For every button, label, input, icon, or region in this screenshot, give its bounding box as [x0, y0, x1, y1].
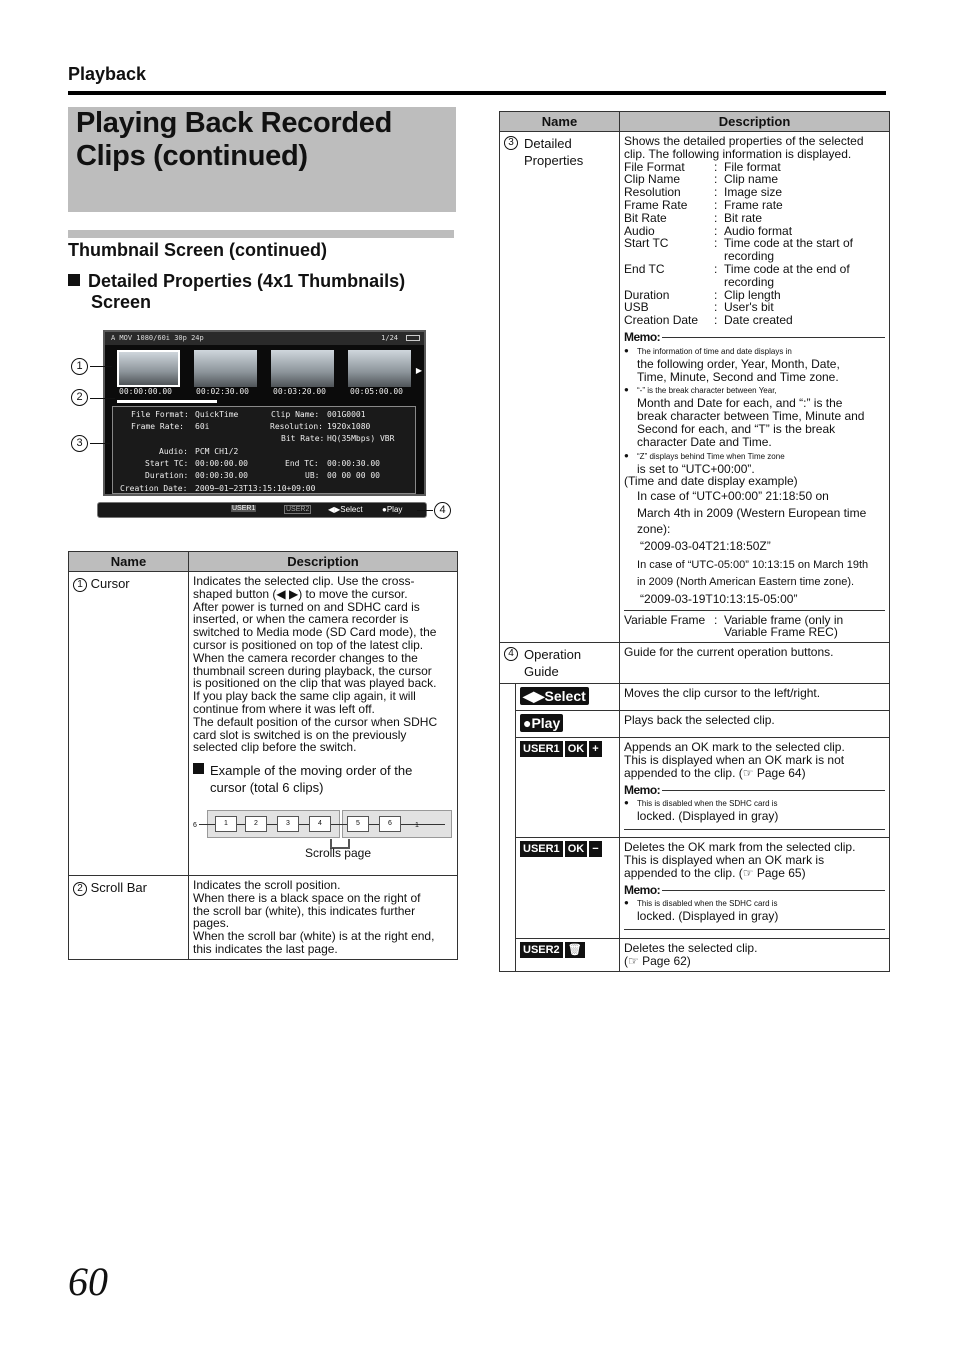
- example-value: “2009-03-04T21:18:50Z”: [640, 538, 771, 553]
- desc-line: switched to Media mode (SD Card mode), the: [193, 625, 437, 640]
- desc-line: the scroll bar (white), this indicates further: [193, 903, 416, 918]
- clip-box: 1: [215, 816, 237, 832]
- property-row: [624, 276, 885, 289]
- kv-value: User's bit: [724, 300, 774, 315]
- desc-line: thumbnail screen during playback, the cursor: [193, 663, 432, 678]
- delete-clip-desc: [620, 939, 890, 972]
- row-desc-detailed: [620, 132, 890, 643]
- clip-box: 5: [347, 816, 369, 832]
- memo-end-rule: [624, 929, 885, 930]
- desc-line: selected clip before the switch.: [193, 740, 357, 755]
- play-button-icon: ●Play: [520, 714, 563, 732]
- desc-line: cursor is positioned on top of the latest clip.: [193, 637, 424, 652]
- property-row: [624, 199, 885, 212]
- example-1: [624, 488, 885, 538]
- desc-line: When there is a black space on the right of: [193, 890, 421, 905]
- detail-heading: [68, 271, 405, 313]
- number-badge: 2: [73, 882, 87, 896]
- prop-label: Creation Date:: [120, 484, 188, 493]
- kv-key: Start TC: [624, 236, 669, 251]
- bullet-line: locked. (Displayed in gray): [637, 809, 779, 824]
- memo-label: [624, 331, 885, 344]
- user1-icon: USER1: [520, 741, 563, 757]
- clip-box: 4: [309, 816, 331, 832]
- kv-sep: :: [714, 185, 718, 200]
- desc-line: appended to the clip. (☞ Page 64): [624, 765, 806, 780]
- spacer-cell: [500, 684, 516, 711]
- desc-line: Deletes the selected clip.: [624, 941, 758, 956]
- prop-label: Duration:: [145, 471, 189, 480]
- bullet-line: locked. (Displayed in gray): [637, 909, 779, 924]
- kv-key: Audio: [624, 223, 655, 238]
- kv-sep: :: [714, 197, 718, 212]
- prop-label: Clip Name:: [271, 410, 320, 419]
- ok-icon: OK: [565, 741, 588, 757]
- desc-line: This is displayed when an OK mark is: [624, 853, 825, 868]
- spacer-cell: [500, 711, 516, 738]
- prop-value: 00:00:30.00: [195, 471, 248, 480]
- prop-label: Resolution:: [270, 422, 323, 431]
- clip-box: 6: [379, 816, 401, 832]
- row-name: Cursor: [90, 576, 130, 591]
- row-name-guide: [500, 643, 620, 684]
- desc-line: inserted, or when the camera recorder is: [193, 612, 409, 627]
- callout-line: [90, 398, 115, 399]
- desc-line: Indicates the scroll position.: [193, 878, 341, 892]
- prop-value: 60i: [195, 422, 210, 431]
- subheading-bar: [68, 230, 454, 238]
- desc-line: this indicates the last page.: [193, 941, 338, 956]
- bullet-icon: ●: [624, 385, 629, 395]
- select-desc: Moves the clip cursor to the left/right.: [620, 684, 890, 711]
- page-title: [68, 107, 456, 212]
- delete-clip-button-cell: [516, 939, 620, 972]
- bullet-line: character Date and Time.: [637, 434, 772, 449]
- kv-value: Bit rate: [724, 210, 763, 225]
- bullet-line: Second for each, and “T” is the break: [637, 421, 836, 436]
- callout-line: [90, 366, 112, 367]
- kv-sep: :: [714, 159, 718, 174]
- thumbnail-2: [194, 350, 257, 387]
- lcd-screen: [103, 330, 426, 496]
- memo-label: [624, 884, 885, 897]
- example-line: In case of “UTC-05:00” 10:13:15 on March 19th: [637, 558, 869, 571]
- order-num: 1: [415, 822, 419, 830]
- kv-key: [624, 276, 714, 289]
- desc-line: continue from where it was left off.: [193, 701, 375, 716]
- kv-key: Resolution: [624, 185, 681, 200]
- kv-value: Date created: [724, 313, 793, 328]
- kv-value: Variable frame (only in: [724, 612, 844, 627]
- subheading: Thumbnail Screen (continued): [68, 240, 328, 260]
- prop-label: Bit Rate:: [281, 434, 325, 443]
- row-name: Properties: [524, 153, 584, 168]
- kv-value: File format: [724, 159, 781, 174]
- del-ok-button-cell: [516, 838, 620, 939]
- callout-3: 3: [71, 435, 88, 452]
- prop-value: 00:00:30.00: [327, 459, 380, 468]
- kv-sep: :: [714, 223, 718, 238]
- minus-icon: −: [589, 841, 601, 857]
- row-name-cursor: [69, 572, 189, 876]
- kv-value: Clip length: [724, 287, 781, 302]
- right-table: [499, 111, 890, 972]
- bullet-line: break character between Time, Minute and: [637, 409, 865, 424]
- example-line: March 4th in 2009 (Western European time: [637, 505, 867, 520]
- kv-key: Duration: [624, 287, 670, 302]
- prop-label: End TC:: [285, 459, 319, 468]
- thumb-timecode: 00:03:20.00: [273, 387, 326, 396]
- kv-key: Bit Rate: [624, 210, 667, 225]
- memo-bullet: [624, 383, 885, 448]
- prop-value: HQ(35Mbps) VBR: [327, 434, 395, 443]
- desc-line: If you play back the same clip again, it will: [193, 689, 416, 704]
- spacer-cell: [500, 738, 516, 838]
- desc-line: (☞ Page 62): [624, 954, 691, 969]
- kv-value: Clip name: [724, 172, 779, 187]
- bullet-icon: ●: [624, 898, 629, 908]
- bullet-line: This is disabled when the SDHC card is: [637, 899, 778, 909]
- left-table: [68, 551, 458, 960]
- memo-text: Memo:: [624, 782, 661, 797]
- user2-icon: USER2: [520, 942, 563, 958]
- row-name: Detailed: [524, 136, 572, 151]
- prop-label: Audio:: [159, 447, 188, 456]
- square-bullet-icon: [193, 763, 204, 774]
- clip-box: 3: [277, 816, 299, 832]
- title-line-1: Playing Back Recorded: [76, 107, 393, 139]
- memo-bullet: [624, 896, 885, 923]
- row-name-detailed: [500, 132, 620, 643]
- prop-value: 001G0001: [327, 410, 366, 419]
- del-ok-desc: [620, 838, 890, 939]
- col-name: Name: [69, 552, 189, 572]
- row-desc-scroll: [189, 876, 458, 960]
- select-button-icon: ◀▶Select: [520, 687, 589, 705]
- play-desc: Plays back the selected clip.: [620, 711, 890, 738]
- bullet-line: is set to “UTC+00:00”.: [637, 461, 755, 476]
- memo-bullet: [624, 449, 885, 476]
- desc-line: appended to the clip. (☞ Page 65): [624, 865, 806, 880]
- example-line: zone):: [637, 522, 671, 537]
- thumbnail-4: [348, 350, 411, 387]
- kv-value: Audio format: [724, 223, 793, 238]
- prop-label: UB:: [305, 471, 320, 480]
- add-ok-button-cell: [516, 738, 620, 838]
- kv-value: Time code at the end of: [724, 261, 850, 276]
- prop-label: File Format:: [131, 410, 189, 419]
- prop-value: 00 00 00 00: [327, 471, 380, 480]
- kv-value: Variable Frame REC): [724, 625, 838, 640]
- kv-sep: :: [714, 300, 718, 315]
- kv-sep: :: [714, 236, 718, 251]
- kv-key: Creation Date: [624, 313, 699, 328]
- square-bullet-icon: [68, 274, 80, 286]
- callout-1: 1: [71, 358, 88, 375]
- page-number: 60: [68, 1259, 108, 1304]
- cursor-description: [193, 575, 453, 754]
- thumbnail-3: [271, 350, 334, 387]
- property-row: [624, 263, 885, 276]
- kv-value: Image size: [724, 185, 783, 200]
- col-name: Name: [500, 112, 620, 132]
- cursor-order-diagram: [193, 802, 453, 860]
- row-desc-cursor: [189, 572, 458, 876]
- example-line: in 2009 (North American Eastern time zone).: [637, 575, 855, 588]
- user1-label: USER1: [232, 505, 256, 512]
- ok-icon: OK: [565, 841, 588, 857]
- number-badge: 1: [73, 578, 87, 592]
- kv-key: USB: [624, 300, 649, 315]
- lcd-status: A MOV 1080/60i 30p 24p: [111, 334, 204, 342]
- prop-label: Start TC:: [145, 459, 189, 468]
- bullet-line: the following order, Year, Month, Date,: [637, 356, 840, 371]
- kv-sep: :: [714, 261, 718, 276]
- play-button-cell: [516, 711, 620, 738]
- desc-line: shaped button (◀ ▶) to move the cursor.: [193, 586, 408, 601]
- kv-sep: :: [714, 287, 718, 302]
- kv-key: Clip Name: [624, 172, 681, 187]
- prop-value: 1920x1080: [327, 422, 371, 431]
- example-title-line: cursor (total 6 clips): [210, 780, 324, 796]
- desc-line: When the camera recorder changes to the: [193, 650, 418, 665]
- variable-frame: [624, 610, 885, 640]
- kv-value: recording: [724, 249, 775, 264]
- desc-line: card slot is switched is on the previously: [193, 727, 407, 742]
- property-row: [624, 212, 885, 225]
- clip-box: 2: [245, 816, 267, 832]
- kv-key: File Format: [624, 159, 685, 174]
- scroll-bar: [117, 400, 217, 403]
- memo-text: Memo:: [624, 329, 661, 344]
- row-name-scroll: [69, 876, 189, 960]
- memo-label: [624, 784, 885, 797]
- kv-sep: :: [714, 172, 718, 187]
- bullet-icon: ●: [624, 798, 629, 808]
- kv-sep: :: [714, 612, 718, 627]
- callout-line: [417, 510, 433, 511]
- thumb-timecode: 00:00:00.00: [119, 387, 172, 396]
- kv-value: Frame rate: [724, 197, 783, 212]
- desc-line: After power is turned on and SDHC card is: [193, 599, 420, 614]
- desc-line: Shows the detailed properties of the selected: [624, 134, 864, 148]
- detail-heading-line2: Screen: [91, 292, 152, 312]
- prop-value: 2009−01−23T13:15:10+09:00: [195, 484, 316, 493]
- right-arrow-icon: ▶: [415, 366, 422, 375]
- example-title-line: Example of the moving order of the: [210, 763, 413, 779]
- kv-sep: [714, 276, 724, 289]
- spacer-cell: [500, 838, 516, 939]
- section-header: Playback: [68, 64, 147, 84]
- battery-icon: [406, 335, 420, 341]
- example-title: (Time and date display example): [624, 474, 798, 489]
- kv-key: Variable Frame: [624, 612, 706, 627]
- desc-line: Indicates the selected clip. Use the cross-: [193, 574, 415, 588]
- kv-sep: :: [714, 313, 718, 328]
- bullet-line: The information of time and date displays in: [637, 346, 792, 356]
- bullet-line: This is disabled when the SDHC card is: [637, 799, 778, 809]
- order-num: 6: [193, 822, 197, 830]
- plus-icon: +: [589, 741, 601, 757]
- kv-value: recording: [724, 274, 775, 289]
- example-line: In case of “UTC+00:00” 21:18:50 on: [637, 489, 829, 504]
- kv-sep: :: [714, 210, 718, 225]
- desc-line: is positioned on the clip that was played back.: [193, 676, 437, 691]
- desc-line: The default position of the cursor when SDHC: [193, 714, 438, 729]
- row-desc-guide: Guide for the current operation buttons.: [620, 643, 890, 684]
- trash-icon: 🗑: [565, 942, 585, 958]
- thumbnail-1: [117, 350, 180, 387]
- user2-label: USER2: [286, 506, 310, 513]
- callout-4: 4: [434, 502, 451, 519]
- bullet-line: Month and Date for each, and “:” is the: [637, 396, 843, 411]
- lcd-operation-guide: [97, 502, 427, 518]
- kv-key: End TC: [624, 261, 665, 276]
- lcd-status-bar: [105, 332, 424, 345]
- bullet-line: “-” is the break character between Year,: [637, 386, 777, 396]
- bullet-line: Time, Minute, Second and Time zone.: [637, 369, 839, 384]
- number-badge: 3: [504, 136, 518, 150]
- desc-line: When the scroll bar (white) is at the right end,: [193, 929, 435, 944]
- memo-text: Memo:: [624, 882, 661, 897]
- prop-value: QuickTime: [195, 410, 239, 419]
- properties-panel: [112, 406, 416, 494]
- row-name: Guide: [524, 664, 559, 680]
- number-badge: 4: [504, 647, 518, 661]
- desc-line: clip. The following information is displayed.: [624, 146, 852, 161]
- lcd-select-label: ◀▶Select: [328, 505, 363, 514]
- example-value: “2009-03-19T10:13:15-05:00”: [640, 591, 798, 606]
- memo-end-rule: [624, 829, 885, 830]
- header-rule: [68, 91, 886, 95]
- desc-line: This is displayed when an OK mark is not: [624, 753, 845, 768]
- prop-value: 00:00:00.00: [195, 459, 248, 468]
- prop-label: Frame Rate:: [131, 422, 184, 431]
- bullet-line: “Z” displays behind Time when Time zone: [637, 451, 785, 461]
- example-2: [624, 557, 885, 591]
- detail-heading-line1: Detailed Properties (4x1 Thumbnails): [88, 271, 406, 291]
- callout-line: [90, 443, 110, 444]
- thumb-timecode: 00:02:30.00: [196, 387, 249, 396]
- row-name: Scroll Bar: [90, 880, 147, 895]
- col-description: Description: [189, 552, 458, 572]
- kv-key: Frame Rate: [624, 197, 688, 212]
- bullet-icon: ●: [624, 345, 629, 355]
- scrolls-page-label: Scrolls page: [304, 846, 372, 861]
- spacer-cell: [500, 939, 516, 972]
- bullet-icon: ●: [624, 450, 629, 460]
- property-list: [624, 161, 885, 327]
- prop-value: PCM CH1/2: [195, 447, 239, 456]
- user1-icon: USER1: [520, 841, 563, 857]
- col-description: Description: [620, 112, 890, 132]
- desc-line: pages.: [193, 916, 230, 931]
- callout-2: 2: [71, 389, 88, 406]
- memo-bullet: [624, 344, 885, 384]
- lcd-play-label: ●Play: [382, 505, 403, 514]
- desc-line: Deletes the OK mark from the selected clip.: [624, 840, 856, 855]
- property-row: [624, 314, 885, 327]
- row-name: Operation: [524, 647, 582, 663]
- add-ok-desc: [620, 738, 890, 838]
- desc-line: Appends an OK mark to the selected clip.: [624, 740, 845, 755]
- title-line-2: Clips (continued): [76, 140, 308, 172]
- lcd-counter: 1/24: [381, 334, 398, 342]
- example-title: [193, 762, 453, 796]
- memo-bullet: [624, 796, 885, 823]
- kv-value: Time code at the start of: [724, 236, 853, 251]
- thumb-timecode: 00:05:00.00: [350, 387, 403, 396]
- select-button-cell: [516, 684, 620, 711]
